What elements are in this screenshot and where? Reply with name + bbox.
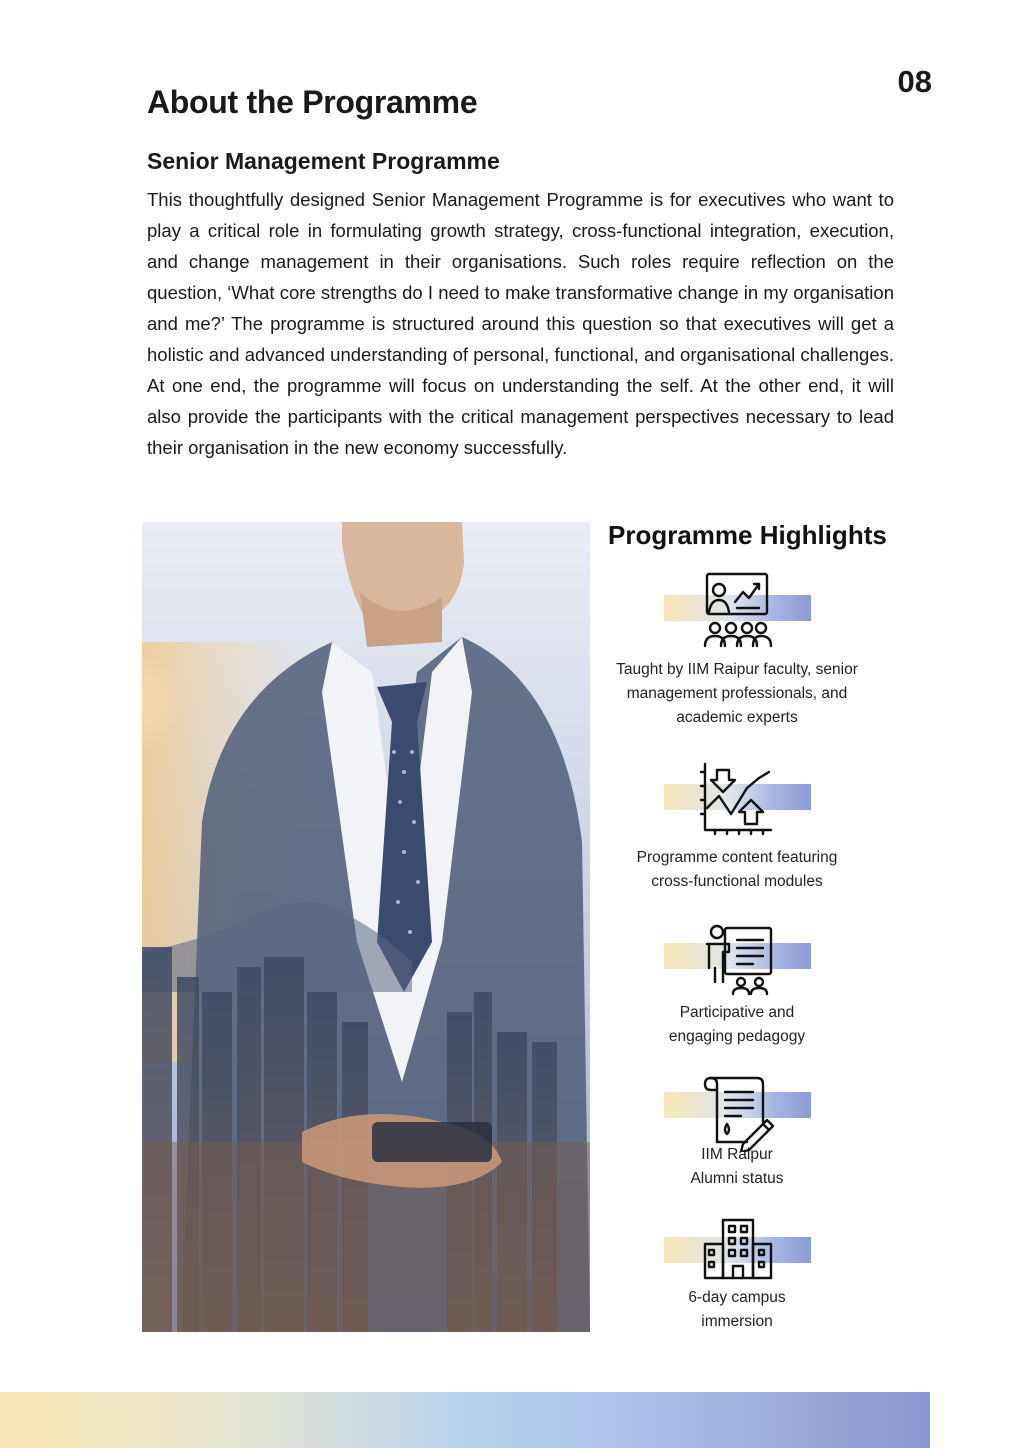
highlight-text: Participative and engaging pedagogy <box>668 1004 806 1045</box>
highlight-text: IIM Raipur Alumni status <box>690 1146 784 1187</box>
certificate-scroll-icon <box>697 1072 777 1152</box>
page-title: About the Programme <box>147 84 478 120</box>
presentation-audience-icon <box>697 570 777 650</box>
businessman-city-photo <box>142 522 590 1332</box>
highlight-text: 6-day campus immersion <box>688 1289 786 1330</box>
teacher-board-icon <box>697 922 777 1002</box>
page-number: 08 <box>897 64 932 99</box>
highlights-title: Programme Highlights <box>608 520 887 550</box>
intro-paragraph: This thoughtfully designed Senior Management Programme is for executives who want to play a critical role in formulating growth strategy, cross-functional integration, execution, and change management in their organisations. Such roles require reflection on the question, ‘What core strengths do I need to make transformative change in my organisation and me?’ The programme is structured around this question so that executives will get a holistic and advanced understanding of personal, functional, and organisational challenges. At one end, the programme will focus on understanding the self. At the other end, it will also provide the participants with the critical management perspectives necessary to lead their organisation in the new economy successfully. <box>147 189 894 458</box>
campus-building-icon <box>697 1216 777 1296</box>
highlight-text: Taught by IIM Raipur faculty, senior management professionals, and academic experts <box>616 661 858 726</box>
chart-arrows-icon <box>697 762 777 842</box>
photo-illustration <box>142 522 590 1332</box>
footer-gradient-bar <box>0 1392 930 1448</box>
section-subtitle: Senior Management Programme <box>147 148 500 174</box>
highlight-text: Programme content featuring cross-functional modules <box>636 849 838 890</box>
